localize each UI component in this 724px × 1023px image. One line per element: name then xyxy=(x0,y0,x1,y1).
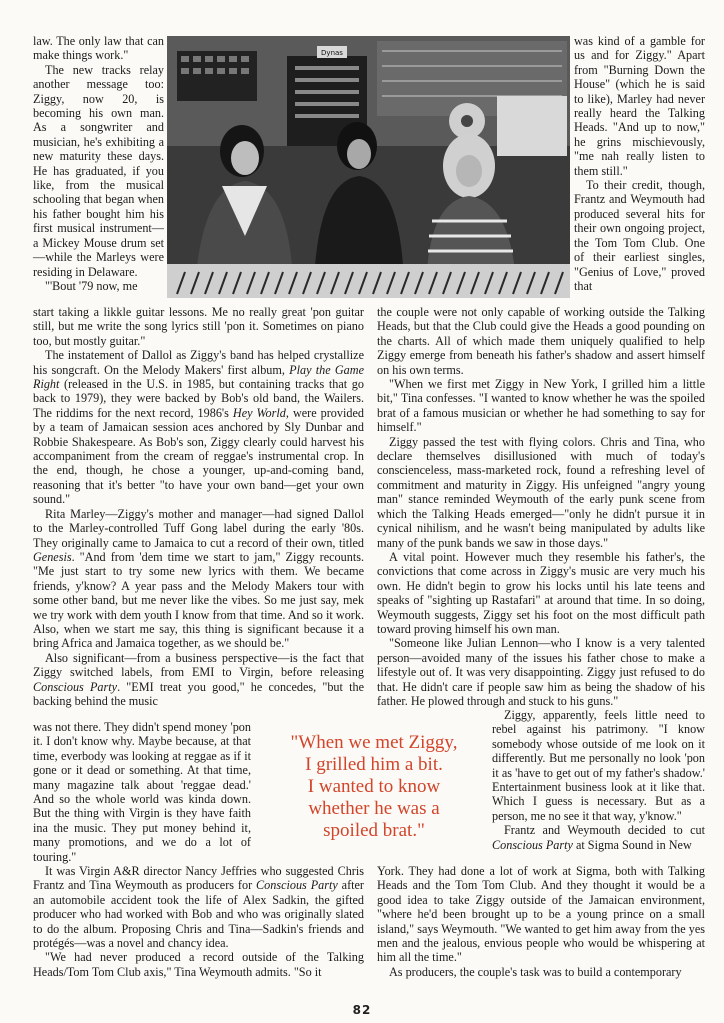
album-title: Conscious Party xyxy=(256,878,338,893)
paragraph: Ziggy, apparently, feels little need to rebel against his patrimony. "I know somebody whose outside of me look on it differently. But me personally no look 'pon it as 'have to get out of my father's shadow.' Entertainment business look at it like that. Which I guess is necessary. But as a person, me no see it that way, y'know." xyxy=(492,708,705,823)
left-top-column xyxy=(33,34,164,293)
band-photo xyxy=(167,36,570,298)
right-bottom-column xyxy=(377,864,705,979)
right-top-column xyxy=(574,34,705,293)
paragraph: the couple were not only capable of working outside the Talking Heads, but that the Club could give the Heads a good pounding on the charts. All of which made them uniquely qualified to help Ziggy emerge from beneath his father's shadow and assert himself on his own terms. xyxy=(377,305,705,377)
paragraph: Frantz and Weymouth decided to cut Conscious Party at Sigma Sound in New xyxy=(492,823,705,852)
page-number: 82 xyxy=(352,1003,372,1017)
left-narrow-column xyxy=(33,720,251,864)
left-main-column xyxy=(33,305,364,708)
pull-quote-line: spoiled brat." xyxy=(323,820,425,841)
paragraph: start taking a likkle guitar lessons. Me no really great 'pon guitar still, but me write the song lyrics still 'pon it. Sometimes on piano too, but mostly guitar." xyxy=(33,305,364,348)
paragraph: A vital point. However much they resemble his father's, the convictions that come across in Ziggy's music are very much his own. He didn't begin to grow his locks until his late teens and speaks of "sighting up Rastafari" at around that time. In so doing, Weymouth suggests, Ziggy set his foot on the most difficult path toward proving himself his own man. xyxy=(377,549,705,636)
album-title: Conscious Party xyxy=(33,679,118,694)
paragraph: "Someone like Julian Lennon—who I know is a very talented person—avoided many of the issues his father chose to make a lifestyle out of. It was very disappointing. Ziggy just refused to do that. He didn't care if people saw him as being the shadow of his father. He plowed through and stuck to his guns." xyxy=(377,636,705,708)
left-bottom-column xyxy=(33,864,364,979)
equipment-sign: Dynas xyxy=(321,49,343,57)
paragraph: was not there. They didn't spend money 'pon it. I don't know why. Maybe because, at that time, everbody was looking at reggae as if it gone or it dead or something. At that time, many magazine talk about 'reggae dead.' And so the whole world was kinda down. But the thing with Virgin is they have faith ina the music. They put money behind it, many promotions, and we do a lot of touring." xyxy=(33,720,251,864)
paragraph: The instatement of Dallol as Ziggy's band has helped crystallize his songcraft. On the Melody Makers' first album, Play the Game Right (released in the U.S. in 1985, but containing tracks that go back to 1979), they were backed by Bob's old band, the Wailers. The riddims for the next record, 1986's Hey World, were provided by a team of Jamaican session aces anchored by Sly Dunbar and Robbie Shakespeare. As Bob's son, Ziggy clearly could harvest his accompaniment from the cream of reggae's instrumental crop. In the end, though, he chose a younger, up-and-coming band, reasoning that it's better "to have your own band—get your own sound." xyxy=(33,348,364,507)
album-title: Conscious Party xyxy=(492,837,573,852)
paragraph: York. They had done a lot of work at Sigma, both with Talking Heads and the Tom Tom Club. And they thought it would be a good idea to take Ziggy outside of the Jamaican environment, "where he'd been brought up to be a young prince on a small island," says Weymouth. "We wanted to get him away from the yes men and the jealous, envious people who would be whispering at him all the time." xyxy=(377,864,705,965)
paragraph: "We had never produced a record outside of the Talking Heads/Tom Tom Club axis," Tina Weymouth admits. "So it xyxy=(33,950,364,979)
paragraph: It was Virgin A&R director Nancy Jeffries who suggested Chris Frantz and Tina Weymouth as producers for Conscious Party after an automobile accident took the life of Alex Sadkin, the gifted producer who had worked with Bob and who was originally slated to do the album. Proposing Chris and Tina—Sadkin's friends and protégés—was a novel and chancy idea. xyxy=(33,864,364,951)
paragraph: Also significant—from a business perspective—is the fact that Ziggy switched labels, from EMI to Virgin, before releasing Conscious Party. "EMI treat you good," he concedes, "but the backing behind the music xyxy=(33,650,364,708)
album-title: Genesis xyxy=(33,549,72,564)
album-title: Play the Game Right xyxy=(33,362,364,392)
paragraph: was kind of a gamble for us and for Ziggy." Apart from "Burning Down the House" (which he is said to like), Marley had never really heard the Talking Heads. "And up to now," he grins mischievously, "me nah really listen to them still." xyxy=(574,34,705,178)
paragraph: Ziggy passed the test with flying colors. Chris and Tina, who declare themselves disillusioned with much of today's conscienceless, mass-marketed rock, found a refreshing level of commitment and maturity in Ziggy. His unfeigned "angry young man" stance reminded Weymouth of the early punk scene from which the Talking Heads emerged—"only he didn't pursue it in cynical nihilism, and he wasn't being manipulated by adults like many of the punk bands we saw in those days." xyxy=(377,434,705,550)
paragraph: law. The only law that can make things work." xyxy=(33,34,164,63)
paragraph: "When we first met Ziggy in New York, I grilled him a little bit," Tina confesses. "I wanted to know whether he was the spoiled brat of a famous musician or whether he had something to say for himself." xyxy=(377,377,705,435)
right-main-column xyxy=(377,305,705,708)
studio-photo-illustration xyxy=(167,36,570,298)
paragraph: The new tracks relay another message too: Ziggy, now 20, is becoming his own man. As a songwriter and musician, he's exhibiting a new maturity these days. He has graduated, if you like, from the musical schooling that began when his father bought him his first musical instrument—a Mickey Mouse drum set—while the Marleys were residing in Delaware. xyxy=(33,62,164,279)
pull-quote xyxy=(270,732,478,842)
pull-quote-line: I wanted to know xyxy=(307,776,441,797)
paragraph: Rita Marley—Ziggy's mother and manager—had signed Dallol to the Marley-controlled Tuff Gong label during the early '80s. They originally came to Jamaica to cut a record of their own, titled Genesis. "And from 'dem time we start to jam," Ziggy recounts. "Me just start to try some new lyrics with them. We became friends, y'know? A year pass and the Melody Makers tour with some other band, but me never like the vibes. So me just say, mek we try work with dem youth I know from that time. And so it work. Also, when we start me say, this thing is significant because it a bring Africa and Jamaica together, as we should be." xyxy=(33,506,364,651)
paragraph: "'Bout '79 now, me xyxy=(45,278,138,293)
pull-quote-line: "When we met Ziggy, xyxy=(290,732,458,753)
pull-quote-line: whether he was a xyxy=(308,798,440,819)
album-title: Hey World xyxy=(232,405,286,420)
paragraph: To their credit, though, Frantz and Weymouth had produced several hits for their own ongoing project, the Tom Tom Club. One of their earliest singles, "Genius of Love," proved that xyxy=(574,178,705,293)
right-narrow-column xyxy=(492,708,705,852)
paragraph: As producers, the couple's task was to build a contemporary xyxy=(389,964,682,979)
pull-quote-line: I grilled him a bit. xyxy=(305,754,443,775)
